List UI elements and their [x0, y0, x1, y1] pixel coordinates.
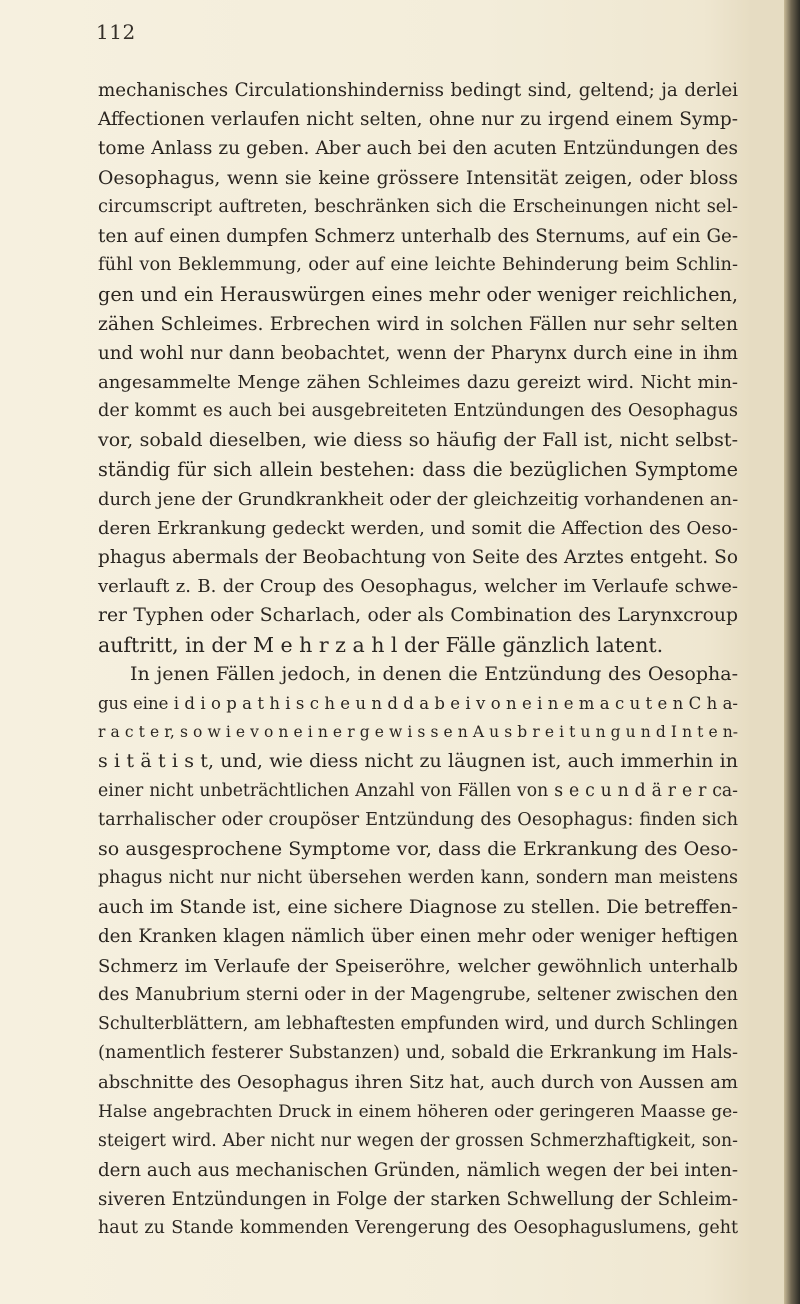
text-line: zähen Schleimes. Erbrechen wird in solchen Fällen nur sehr selten	[98, 313, 738, 335]
text-line: ständig für sich allein bestehen: dass die bezüglichen Symptome	[98, 458, 738, 482]
text-line: gus eine i d i o p a t h i s c h e u n d d a b e i v o n e i n e m a c u t e n C h a-	[98, 693, 738, 713]
text-line: phagus abermals der Beobachtung von Seite des Arztes entgeht. So	[98, 547, 738, 568]
text-line: r a c t e r, s o w i e v o n e i n e r g e w i s s e n A u s b r e i t u n g u n d I n t e n-	[98, 723, 738, 742]
text-line: Schmerz im Verlaufe der Speiseröhre, welcher gewöhnlich unterhalb	[98, 955, 738, 977]
text-line: mechanisches Circulationshinderniss bedingt sind, geltend; ja derlei	[98, 80, 738, 101]
text-line: tarrhalischer oder croupöser Entzündung des Oesophagus: finden sich	[98, 809, 738, 830]
text-line: der kommt es auch bei ausgebreiteten Entzündungen des Oesophagus	[98, 401, 738, 422]
text-line: Schulterblättern, am lebhaftesten empfunden wird, und durch Schlingen	[98, 1014, 738, 1034]
text-line: verlauft z. B. der Croup des Oesophagus, welcher im Verlaufe schwe-	[98, 576, 738, 598]
page-edge-shadow	[784, 0, 800, 1304]
text-line: Halse angebrachten Druck in einem höheren oder geringeren Maasse ge-	[98, 1101, 738, 1122]
body-text	[98, 76, 738, 1244]
text-line: durch jene der Grundkrankheit oder der gleichzeitig vorhandenen an-	[98, 488, 739, 510]
text-line: s i t ä t i s t, und, wie diess nicht zu läugnen ist, auch immerhin in	[98, 750, 738, 773]
text-line: rer Typhen oder Scharlach, oder als Combination des Larynxcroup	[98, 605, 738, 627]
text-line: angesammelte Menge zähen Schleimes dazu gereizt wird. Nicht min-	[98, 371, 738, 393]
page-number: 112	[96, 20, 136, 44]
text-line: In jenen Fällen jedoch, in denen die Entzündung des Oesopha-	[130, 662, 738, 685]
text-line: gen und ein Herauswürgen eines mehr oder weniger reichlichen,	[98, 283, 738, 307]
text-line: Affectionen verlaufen nicht selten, ohne nur zu irgend einem Symp-	[98, 109, 738, 131]
text-line: dern auch aus mechanischen Gründen, nämlich wegen der bei inten-	[98, 1159, 738, 1181]
text-line: des Manubrium sterni oder in der Magengrube, seltener zwischen den	[98, 984, 738, 1005]
text-line: ten auf einen dumpfen Schmerz unterhalb des Sternums, auf ein Ge-	[98, 225, 738, 247]
text-line: steigert wird. Aber nicht nur wegen der grossen Schmerzhaftigkeit, son-	[98, 1130, 738, 1151]
text-line: und wohl nur dann beobachtet, wenn der Pharynx durch eine in ihm	[98, 342, 738, 364]
text-line: fühl von Beklemmung, oder auf eine leichte Behinderung beim Schlin-	[98, 255, 738, 276]
text-line: auch im Stande ist, eine sichere Diagnose zu stellen. Die betreffen-	[98, 897, 738, 919]
text-line: abschnitte des Oesophagus ihren Sitz hat, auch durch von Aussen am	[98, 1072, 738, 1094]
text-line: deren Erkrankung gedeckt werden, und somit die Affection des Oeso-	[98, 517, 738, 539]
text-line: den Kranken klagen nämlich über einen mehr oder weniger heftigen	[98, 926, 738, 948]
text-line: circumscript auftreten, beschränken sich die Erscheinungen nicht sel-	[98, 196, 738, 217]
text-line: (namentlich festerer Substanzen) und, sobald die Erkrankung im Hals-	[98, 1043, 738, 1064]
text-line: auftritt, in der M e h r z a h l der Fälle gänzlich latent.	[98, 632, 664, 657]
text-line: phagus nicht nur nicht übersehen werden kann, sondern man meistens	[98, 868, 738, 889]
text-line: einer nicht unbeträchtlichen Anzahl von Fällen von s e c u n d ä r e r ca-	[98, 780, 738, 801]
text-line: tome Anlass zu geben. Aber auch bei den acuten Entzündungen des	[98, 138, 738, 160]
text-line: siveren Entzündungen in Folge der starken Schwellung der Schleim-	[98, 1189, 738, 1211]
text-line: haut zu Stande kommenden Verengerung des Oesophaguslumens, geht	[98, 1218, 738, 1239]
text-line: so ausgesprochene Symptome vor, dass die Erkrankung des Oeso-	[98, 837, 738, 860]
text-line: vor, sobald dieselben, wie diess so häufig der Fall ist, nicht selbst-	[98, 429, 738, 452]
text-line: Oesophagus, wenn sie keine grössere Intensität zeigen, oder bloss	[98, 167, 738, 189]
